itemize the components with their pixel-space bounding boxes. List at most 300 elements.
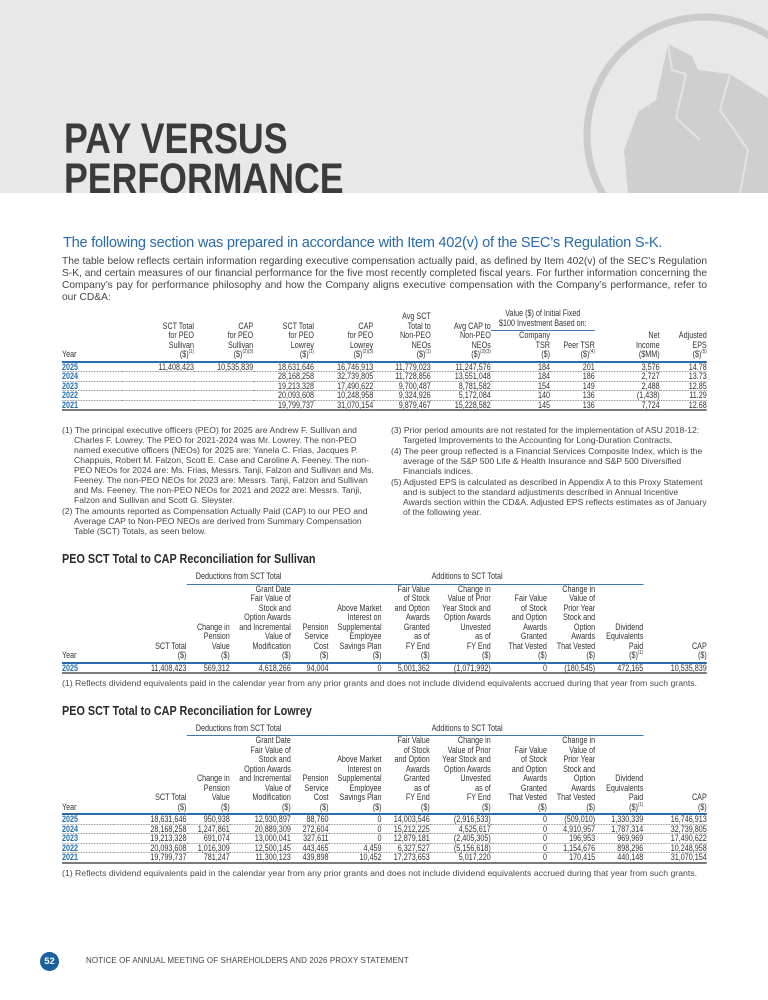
table-cell: 31,070,154 xyxy=(314,400,373,410)
footnote-ref: (1) xyxy=(637,801,644,808)
header-band xyxy=(0,0,768,193)
table-cell xyxy=(194,391,253,401)
column-label: Peer TSR xyxy=(563,339,595,350)
column-unit xyxy=(643,803,706,813)
table-cell: 12,500,145 xyxy=(230,843,291,853)
column-label: Net Income xyxy=(636,330,660,350)
footnotes xyxy=(62,425,707,537)
table-cell: 8,781,582 xyxy=(431,381,491,391)
footnote-ref: (5) xyxy=(701,349,707,355)
table-cell: 4,618,266 xyxy=(230,663,291,674)
column-label: Fair Value of Stock and Option Awards Granted as of FY End xyxy=(394,735,430,802)
intro-paragraph: The table below reflects certain information regarding executive compensation actually paid, as defined by Item 402(v) of the SEC’s Regulation S-K, and certain measures of our financial performance for the five most recently completed fiscal years. For further information concerning the Company’s pay for performance philosophy and how the Company aligns executive compensation with the Company’s performance, refer to our CD&A: xyxy=(62,256,707,303)
table-cell: 4,459 xyxy=(329,843,382,853)
unit-text: ($) xyxy=(179,349,189,359)
table-cell: 0 xyxy=(329,824,382,834)
unit-text: ($) xyxy=(481,650,491,660)
column-unit xyxy=(253,350,314,360)
footnotes-right xyxy=(391,425,707,537)
lowrey-table-wrap xyxy=(62,724,707,864)
column-unit xyxy=(186,651,229,661)
table-header-cell xyxy=(186,584,229,663)
table-header-cell xyxy=(491,584,547,663)
table-cell: 0 xyxy=(491,834,547,844)
column-unit xyxy=(186,803,229,813)
table-cell: 18,631,646 xyxy=(114,814,186,824)
column-unit xyxy=(550,350,595,360)
table-cell: 898,296 xyxy=(595,843,643,853)
year-cell: 2021 xyxy=(62,853,114,863)
rock-logo-icon xyxy=(580,0,768,193)
table-cell: 19,799,737 xyxy=(253,400,314,410)
table-cell: 13,551,048 xyxy=(431,372,491,382)
column-unit xyxy=(431,350,491,360)
table-cell xyxy=(122,381,194,391)
table-cell: 12,930,897 xyxy=(230,814,291,824)
table-cell: 149 xyxy=(550,381,595,391)
table-cell: (180,545) xyxy=(547,663,595,674)
table-row xyxy=(62,391,707,401)
column-label: SCT Total for PEO Lowrey xyxy=(282,320,314,350)
column-label: SCT Total for PEO Sullivan xyxy=(162,320,194,350)
table-cell: 16,746,913 xyxy=(643,814,706,824)
table-cell: 11,247,576 xyxy=(431,362,491,372)
column-unit xyxy=(595,350,660,360)
column-label: CAP xyxy=(691,640,707,651)
table-row xyxy=(62,381,707,391)
table-cell: 17,490,622 xyxy=(314,381,373,391)
table-cell: 186 xyxy=(550,372,595,382)
table-header-cell xyxy=(547,584,595,663)
lowrey-section-heading: PEO SCT Total to CAP Reconciliation for Lowrey xyxy=(62,703,312,718)
table-cell: 10,535,839 xyxy=(643,663,706,674)
column-unit xyxy=(491,803,547,813)
table-cell: 5,001,362 xyxy=(382,663,430,674)
table-cell: 20,889,309 xyxy=(230,824,291,834)
unit-text: ($) xyxy=(586,650,596,660)
table-cell: 0 xyxy=(329,834,382,844)
table-cell: 9,700,487 xyxy=(373,381,431,391)
table-cell: (2,405,305) xyxy=(430,834,491,844)
table-cell: 201 xyxy=(550,362,595,372)
table-cell: 17,273,653 xyxy=(382,853,430,863)
table-cell: 11,728,856 xyxy=(373,372,431,382)
column-unit xyxy=(382,651,430,661)
table-header-cell xyxy=(491,331,550,362)
column-unit xyxy=(430,651,491,661)
table-cell: (2,916,533) xyxy=(430,814,491,824)
footnote-ref: (4) xyxy=(589,349,595,355)
table-cell: 13,000,041 xyxy=(230,834,291,844)
unit-text: ($) xyxy=(282,650,291,660)
column-unit xyxy=(291,651,329,661)
unit-text: ($) xyxy=(629,801,638,812)
year-cell: 2024 xyxy=(62,824,114,834)
sullivan-footnote: (1) Reflects dividend equivalents paid in the calendar year from any prior grants and does not include dividend equivalents accrued during that year from such grants. xyxy=(62,678,698,688)
column-unit xyxy=(114,803,186,813)
page-title-line: PAY VERSUS xyxy=(64,115,288,163)
column-label: Adjusted EPS xyxy=(678,330,707,350)
table-cell: 19,213,328 xyxy=(114,834,186,844)
table-row xyxy=(62,853,707,863)
table-cell: 9,879,467 xyxy=(373,400,431,410)
footnote-ref: (1) xyxy=(637,650,644,656)
section-lead: The following section was prepared in accordance with Item 402(v) of the SEC’s Regulation S-K. xyxy=(63,235,663,251)
table-cell: 1,016,309 xyxy=(186,843,229,853)
unit-text: ($) xyxy=(233,349,243,359)
table-cell: 12,879,181 xyxy=(382,834,430,844)
column-label: Year xyxy=(62,650,77,660)
table-header-cell xyxy=(430,736,491,815)
unit-text: ($) xyxy=(416,349,426,359)
column-group-header: Deductions from SCT Total xyxy=(186,724,290,736)
table-cell: 170,415 xyxy=(547,853,595,863)
table-header-cell xyxy=(547,736,595,815)
main-content xyxy=(62,256,707,878)
table-cell: 32,739,805 xyxy=(643,824,706,834)
table-cell: 781,247 xyxy=(186,853,229,863)
table-header-cell xyxy=(114,724,186,815)
table-header-cell xyxy=(62,724,114,815)
table-cell: 7,724 xyxy=(595,400,660,410)
footnote-ref: (1) xyxy=(188,349,194,355)
table-header xyxy=(62,309,707,362)
table-header xyxy=(62,572,707,663)
table-header-cell xyxy=(122,309,194,362)
table-cell: 94,004 xyxy=(291,663,329,674)
column-group-header: Additions to SCT Total xyxy=(291,572,643,584)
table-cell: 10,452 xyxy=(329,853,382,863)
table-cell: 3,576 xyxy=(595,362,660,372)
table-cell: 136 xyxy=(550,400,595,410)
page-title xyxy=(64,115,344,193)
column-unit xyxy=(491,651,547,661)
table-header-cell xyxy=(431,309,491,362)
table-cell: 443,465 xyxy=(291,843,329,853)
table-header-cell xyxy=(253,309,314,362)
column-label: SCT Total xyxy=(155,792,187,802)
table-cell: 0 xyxy=(329,814,382,824)
table-cell: 10,248,958 xyxy=(643,843,706,853)
page-title-line: PERFORMANCE xyxy=(64,155,344,193)
table-cell: 11,779,023 xyxy=(373,362,431,372)
column-label: Fair Value of Stock and Option Awards Granted as of FY End xyxy=(394,583,430,651)
table-cell: 32,739,805 xyxy=(314,372,373,382)
table-cell: 0 xyxy=(491,843,547,853)
column-unit xyxy=(547,803,595,813)
column-unit xyxy=(329,651,382,661)
footnote-ref: (1) xyxy=(425,349,431,355)
table-cell xyxy=(194,372,253,382)
pay-versus-performance-table-wrap xyxy=(62,309,707,411)
table-row xyxy=(62,400,707,410)
header-row xyxy=(62,309,707,331)
table-cell: 6,327,527 xyxy=(382,843,430,853)
unit-text: ($) xyxy=(580,349,590,359)
table-header-cell xyxy=(382,584,430,663)
table-cell: 439,898 xyxy=(291,853,329,863)
table-cell: 0 xyxy=(491,663,547,674)
table-cell xyxy=(194,400,253,410)
table-header-cell xyxy=(114,572,186,663)
table-cell: 13.73 xyxy=(660,372,707,382)
table-cell: 327,611 xyxy=(291,834,329,844)
column-unit xyxy=(660,350,707,360)
table-row xyxy=(62,824,707,834)
table-cell xyxy=(122,391,194,401)
table-cell: 184 xyxy=(491,372,550,382)
table-cell: 1,154,676 xyxy=(547,843,595,853)
table-cell: 17,490,622 xyxy=(643,834,706,844)
table-cell: 9,324,926 xyxy=(373,391,431,401)
table-header-cell xyxy=(595,309,660,362)
column-label: Change in Value of Prior Year Stock and Option Awards That Vested xyxy=(556,735,596,802)
table-cell: 11,300,123 xyxy=(230,853,291,863)
column-unit xyxy=(314,350,373,360)
table-header xyxy=(62,724,707,815)
column-label: Change in Value of Prior Year Stock and Option Awards That Vested xyxy=(556,583,596,651)
header-row xyxy=(62,572,707,584)
table-cell: 0 xyxy=(491,853,547,863)
column-label: Year xyxy=(62,801,77,812)
table-header-cell xyxy=(643,724,706,815)
table-header-cell xyxy=(491,736,547,815)
table-cell: 184 xyxy=(491,362,550,372)
table-header-cell xyxy=(230,584,291,663)
column-label: Above Market Interest on Supplemental Employee Savings Plan xyxy=(337,602,382,651)
table-cell: 2,488 xyxy=(595,381,660,391)
table-cell: 28,168,258 xyxy=(253,372,314,382)
table-cell: 12.68 xyxy=(660,400,707,410)
table-body xyxy=(62,663,707,674)
column-label: Grant Date Fair Value of Stock and Option Awards and Incremental Value of Modification xyxy=(239,735,291,802)
unit-text: ($) xyxy=(319,650,329,660)
column-unit xyxy=(547,651,595,661)
column-group-header: Additions to SCT Total xyxy=(291,724,643,736)
table-header-cell xyxy=(291,736,329,815)
table-cell: (509,010) xyxy=(547,814,595,824)
unit-text: ($) xyxy=(698,650,707,660)
unit-text: ($) xyxy=(372,801,382,812)
table-row xyxy=(62,663,707,674)
year-cell: 2022 xyxy=(62,391,122,401)
pay-versus-performance-table xyxy=(62,309,707,411)
header-row xyxy=(62,724,707,736)
footnote-ref: (2)(3) xyxy=(362,349,374,355)
table-header-cell xyxy=(382,736,430,815)
column-unit xyxy=(230,651,291,661)
table-cell: 15,228,582 xyxy=(431,400,491,410)
unit-text: ($) xyxy=(353,349,363,359)
column-label: Avg CAP to Non-PEO NEOs xyxy=(453,320,491,350)
year-cell: 2025 xyxy=(62,814,114,824)
unit-text: ($) xyxy=(282,801,291,812)
table-cell: 472,165 xyxy=(595,663,643,674)
table-header-cell xyxy=(230,736,291,815)
table-cell: 20,093,608 xyxy=(253,391,314,401)
table-header-cell xyxy=(194,309,253,362)
year-cell: 2024 xyxy=(62,372,122,382)
column-label: CAP xyxy=(691,792,707,802)
table-cell: 1,787,314 xyxy=(595,824,643,834)
column-group-header: Deductions from SCT Total xyxy=(186,572,290,584)
table-body xyxy=(62,814,707,863)
year-cell: 2023 xyxy=(62,381,122,391)
table-cell: 145 xyxy=(491,400,550,410)
table-cell: 4,525,617 xyxy=(430,824,491,834)
table-cell: (5,156,618) xyxy=(430,843,491,853)
table-cell xyxy=(194,381,253,391)
table-cell: 11,408,423 xyxy=(122,362,194,372)
table-cell: 5,017,220 xyxy=(430,853,491,863)
unit-text: ($) xyxy=(221,650,230,660)
unit-text: ($) xyxy=(177,650,187,660)
table-header-cell xyxy=(62,309,122,362)
table-cell: 10,248,958 xyxy=(314,391,373,401)
unit-text: ($) xyxy=(538,801,547,812)
unit-text: ($) xyxy=(372,650,382,660)
unit-text: ($) xyxy=(698,801,707,812)
column-unit xyxy=(114,651,186,661)
table-header-cell xyxy=(186,736,229,815)
table-cell: (1,071,992) xyxy=(430,663,491,674)
table-row xyxy=(62,372,707,382)
table-header-cell xyxy=(550,331,595,362)
lowrey-reconciliation-table xyxy=(62,724,707,864)
footnote-ref: (2)(3) xyxy=(480,349,491,355)
table-header-cell xyxy=(595,736,643,815)
table-cell: 16,746,913 xyxy=(314,362,373,372)
column-label: Avg SCT Total to Non-PEO NEOs xyxy=(399,311,431,350)
column-unit xyxy=(122,350,194,360)
table-cell: 969,969 xyxy=(595,834,643,844)
table-cell: 19,799,737 xyxy=(114,853,186,863)
year-cell: 2022 xyxy=(62,843,114,853)
table-header-cell xyxy=(430,584,491,663)
column-unit xyxy=(595,803,643,813)
column-unit xyxy=(373,350,431,360)
table-cell: 18,631,646 xyxy=(253,362,314,372)
table-header-cell xyxy=(660,309,707,362)
footnote-ref: (2)(3) xyxy=(242,349,254,355)
table-cell: 14.78 xyxy=(660,362,707,372)
footer-text: NOTICE OF ANNUAL MEETING OF SHAREHOLDERS AND 2026 PROXY STATEMENT xyxy=(86,956,409,965)
unit-text: ($) xyxy=(420,650,430,660)
column-group-header: Value ($) of Initial Fixed $100 Investment Based on: xyxy=(491,309,595,331)
unit-text: ($) xyxy=(629,650,638,660)
column-label: Change in Value of Prior Year Stock and Option Awards Unvested as of FY End xyxy=(442,735,491,802)
column-label: Change in Pension Value xyxy=(196,621,230,651)
column-unit xyxy=(382,803,430,813)
table-cell: 569,312 xyxy=(186,663,229,674)
table-cell: 196,953 xyxy=(547,834,595,844)
year-cell: 2021 xyxy=(62,400,122,410)
table-cell: 4,910,957 xyxy=(547,824,595,834)
table-cell: 1,330,339 xyxy=(595,814,643,824)
year-cell: 2025 xyxy=(62,362,122,372)
table-cell: 11.29 xyxy=(660,391,707,401)
column-label: Fair Value of Stock and Option Awards Granted That Vested xyxy=(508,593,547,651)
table-cell: 5,172,084 xyxy=(431,391,491,401)
footnotes-left xyxy=(62,425,378,537)
unit-text: ($) xyxy=(481,801,491,812)
column-unit xyxy=(643,651,706,661)
column-label: Above Market Interest on Supplemental Employee Savings Plan xyxy=(337,754,382,802)
column-unit xyxy=(291,803,329,813)
footnote: (5) Adjusted EPS is calculated as described in Appendix A to this Proxy Statement and is subject to the standard adjustments described in Annual Incentive Awards section within the CD&A. Adjusted EPS reflects estimates as of January of the following year. xyxy=(391,477,707,517)
column-unit xyxy=(491,350,550,360)
table-cell: 12.85 xyxy=(660,381,707,391)
table-cell: 19,213,328 xyxy=(253,381,314,391)
table-header-cell xyxy=(62,572,114,663)
column-label: SCT Total xyxy=(155,640,187,651)
table-header-cell xyxy=(314,309,373,362)
footnote: (1) The principal executive officers (PEO) for 2025 are Andrew F. Sullivan and Charles F. Lowrey. The PEO for 2021-2024 was Mr. Lowrey. The non-PEO named executive officers (NEOs) for 2025 are: Yanela C. Frias, Jacques P. Chappuis, Robert M. Falzon, Scott E. Case and Caroline A. Feeney. The non-PEO NEOs for 2024 are: Ms. Frias, Messrs. Tanji, Falzon and Sullivan and Ms. Feeney. The non-PEO NEOs for 2023 are: Messrs. Tanji, Falzon and Sullivan and Ms. Feeney. The non-PEO NEOs for 2021 and 2022 are: Messrs. Tanji, Falzon and Sullivan and Scott G. Sleyster. xyxy=(62,425,374,505)
column-unit xyxy=(329,803,382,813)
page-number-badge: 52 xyxy=(40,952,59,971)
column-label: Year xyxy=(62,349,77,359)
table-cell xyxy=(122,400,194,410)
column-label: Pension Service Cost xyxy=(302,621,329,651)
table-cell: 0 xyxy=(491,824,547,834)
footnote-ref: (1) xyxy=(308,349,314,355)
column-label: Change in Pension Value xyxy=(196,773,230,802)
table-row xyxy=(62,814,707,824)
unit-text: ($) xyxy=(319,801,329,812)
unit-text: ($) xyxy=(471,349,481,359)
footnote: (3) Prior period amounts are not restated for the implementation of ASU 2018-12: Targeted Improvements to the Accounting for Long-Duration Contracts. xyxy=(391,425,700,445)
column-label: Company TSR xyxy=(519,330,550,350)
table-cell: 11,408,423 xyxy=(114,663,186,674)
sullivan-table-wrap xyxy=(62,572,707,674)
unit-text: ($) xyxy=(541,349,550,359)
footnote: (2) The amounts reported as Compensation Actually Paid (CAP) to our PEO and Average CAP to Non-PEO NEOs are derived from Summary Compensation Table (SCT) Totals, as seen below. xyxy=(62,506,368,536)
unit-text: ($MM) xyxy=(638,349,660,359)
table-cell: (1,438) xyxy=(595,391,660,401)
table-header-cell xyxy=(373,309,431,362)
table-cell: 154 xyxy=(491,381,550,391)
table-cell: 31,070,154 xyxy=(643,853,706,863)
column-label: Fair Value of Stock and Option Awards Granted That Vested xyxy=(508,744,547,802)
table-cell: 28,168,258 xyxy=(114,824,186,834)
table-header-cell xyxy=(329,584,382,663)
unit-text: ($) xyxy=(538,650,547,660)
table-cell: 272,604 xyxy=(291,824,329,834)
table-cell: 950,938 xyxy=(186,814,229,824)
column-label: CAP for PEO Sullivan xyxy=(227,320,254,350)
table-cell: 136 xyxy=(550,391,595,401)
lowrey-footnote: (1) Reflects dividend equivalents paid in the calendar year from any prior grants and does not include dividend equivalents accrued during that year from such grants. xyxy=(62,867,698,878)
year-cell: 2025 xyxy=(62,663,114,674)
unit-text: ($) xyxy=(586,801,596,812)
table-cell: 440,148 xyxy=(595,853,643,863)
column-unit xyxy=(595,651,643,661)
column-label: Dividend Equivalents Paid xyxy=(606,773,644,802)
table-row xyxy=(62,362,707,372)
table-cell: 20,093,608 xyxy=(114,843,186,853)
unit-text: ($) xyxy=(221,801,230,812)
column-unit xyxy=(194,350,253,360)
table-cell: 14,003,546 xyxy=(382,814,430,824)
table-cell: 691,074 xyxy=(186,834,229,844)
unit-text: ($) xyxy=(692,349,702,359)
column-unit xyxy=(430,803,491,813)
column-label: Grant Date Fair Value of Stock and Option Awards and Incremental Value of Modification xyxy=(239,583,291,651)
table-cell: 140 xyxy=(491,391,550,401)
table-row xyxy=(62,843,707,853)
unit-text: ($) xyxy=(299,349,309,359)
column-label: CAP for PEO Lowrey xyxy=(347,320,374,350)
